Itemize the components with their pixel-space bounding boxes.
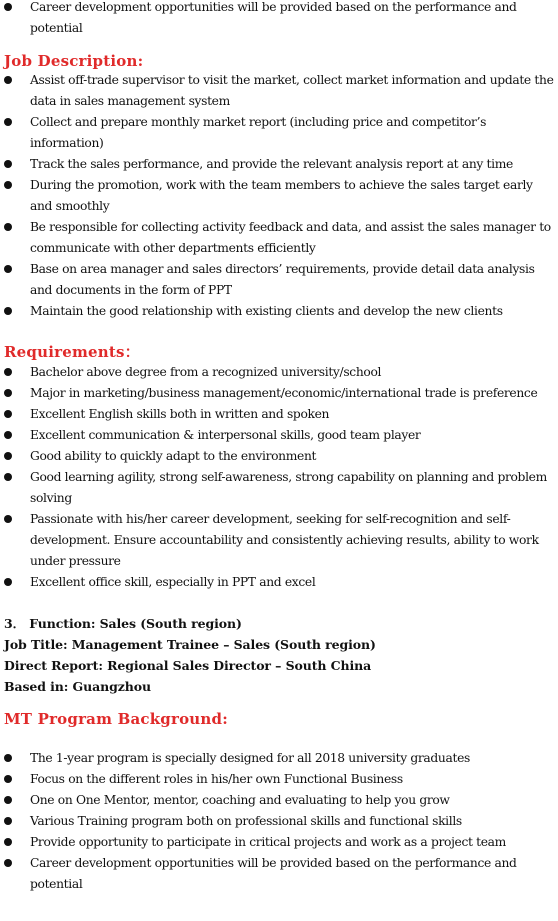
- list-item: [4, 811, 554, 832]
- job-description-heading: Job Description:: [4, 52, 144, 70]
- bullet-icon: [4, 796, 12, 804]
- direct-report-line: Direct Report: Regional Sales Director – South China: [4, 658, 372, 673]
- bullet-icon: [4, 160, 12, 168]
- list-item: [4, 301, 554, 322]
- function-line: 3． Function: Sales (South region): [4, 616, 242, 631]
- list-item: [4, 217, 554, 259]
- bullet-icon: [4, 859, 12, 867]
- bullet-icon: [4, 578, 12, 586]
- list-item-text: Base on area manager and sales directors’ requirements, provide detail data analysis and documents in the form of PPT: [30, 262, 535, 297]
- bullet-icon: [4, 3, 12, 11]
- list-item-text: Track the sales performance, and provide the relevant analysis report at any time: [30, 157, 513, 171]
- list-item-text: Good ability to quickly adapt to the environment: [30, 449, 317, 463]
- bullet-icon: [4, 368, 12, 376]
- list-item: [4, 259, 554, 301]
- bullet-icon: [4, 431, 12, 439]
- bullet-icon: [4, 307, 12, 315]
- list-item-text: The 1-year program is specially designed for all 2018 university graduates: [30, 751, 470, 765]
- list-item-text: Passionate with his/her career development, seeking for self-recognition and self-development. Ensure accountability and consistently achieving results, ability to work under pressure: [30, 512, 539, 568]
- bullet-icon: [4, 265, 12, 273]
- bullet-icon: [4, 817, 12, 825]
- bullet-icon: [4, 410, 12, 418]
- list-item: [4, 404, 554, 425]
- bullet-icon: [4, 76, 12, 84]
- list-item: [4, 748, 554, 769]
- bullet-icon: [4, 775, 12, 783]
- list-item: [4, 790, 554, 811]
- bullet-icon: [4, 452, 12, 460]
- list-item: [4, 425, 554, 446]
- list-item: [4, 853, 554, 895]
- list-item: [4, 0, 554, 39]
- based-in-line: Based in: Guangzhou: [4, 679, 151, 694]
- list-item-text: Excellent English skills both in written and spoken: [30, 407, 330, 421]
- list-item-text: During the promotion, work with the team members to achieve the sales target early and smoothly: [30, 178, 533, 213]
- list-item: [4, 509, 554, 572]
- mt-program-heading: MT Program Background:: [4, 710, 228, 728]
- list-item: [4, 446, 554, 467]
- list-item-text: Major in marketing/business management/economic/international trade is preference: [30, 386, 538, 400]
- list-item-text: Bachelor above degree from a recognized university/school: [30, 365, 382, 379]
- mt-program-list: [4, 748, 554, 895]
- bullet-icon: [4, 473, 12, 481]
- list-item-text: Excellent communication & interpersonal skills, good team player: [30, 428, 421, 442]
- list-item-text: One on One Mentor, mentor, coaching and evaluating to help you grow: [30, 793, 450, 807]
- list-item: [4, 70, 554, 112]
- bullet-icon: [4, 515, 12, 523]
- list-item: [4, 769, 554, 790]
- list-item-text: Good learning agility, strong self-awareness, strong capability on planning and problem solving: [30, 470, 547, 505]
- requirements-heading: Requirements：: [4, 343, 140, 361]
- list-item: [4, 175, 554, 217]
- job-title-line: Job Title: Management Trainee – Sales (South region): [4, 637, 376, 652]
- requirements-list: [4, 362, 554, 593]
- bullet-icon: [4, 223, 12, 231]
- list-item: [4, 362, 554, 383]
- list-item-text: Excellent office skill, especially in PPT and excel: [30, 575, 316, 589]
- bullet-icon: [4, 118, 12, 126]
- list-item-text: Focus on the different roles in his/her own Functional Business: [30, 772, 403, 786]
- bullet-icon: [4, 754, 12, 762]
- list-item: [4, 112, 554, 154]
- job-description-list: [4, 70, 554, 322]
- list-item: [4, 383, 554, 404]
- list-item-text: Career development opportunities will be provided based on the performance and potential: [30, 856, 517, 891]
- list-item-text: Career development opportunities will be provided based on the performance and potential: [30, 0, 517, 35]
- bullet-icon: [4, 389, 12, 397]
- top-bullet-list: [4, 0, 554, 39]
- list-item-text: Maintain the good relationship with existing clients and develop the new clients: [30, 304, 503, 318]
- list-item: [4, 572, 554, 593]
- list-item-text: Various Training program both on professional skills and functional skills: [30, 814, 462, 828]
- list-item: [4, 154, 554, 175]
- list-item-text: Assist off-trade supervisor to visit the market, collect market information and update the data in sales management system: [30, 73, 554, 108]
- bullet-icon: [4, 838, 12, 846]
- list-item-text: Provide opportunity to participate in critical projects and work as a project team: [30, 835, 506, 849]
- list-item-text: Collect and prepare monthly market report (including price and competitor’s information): [30, 115, 487, 150]
- list-item: [4, 832, 554, 853]
- list-item-text: Be responsible for collecting activity feedback and data, and assist the sales manager to communicate with other departments efficiently: [30, 220, 551, 255]
- bullet-icon: [4, 181, 12, 189]
- list-item: [4, 467, 554, 509]
